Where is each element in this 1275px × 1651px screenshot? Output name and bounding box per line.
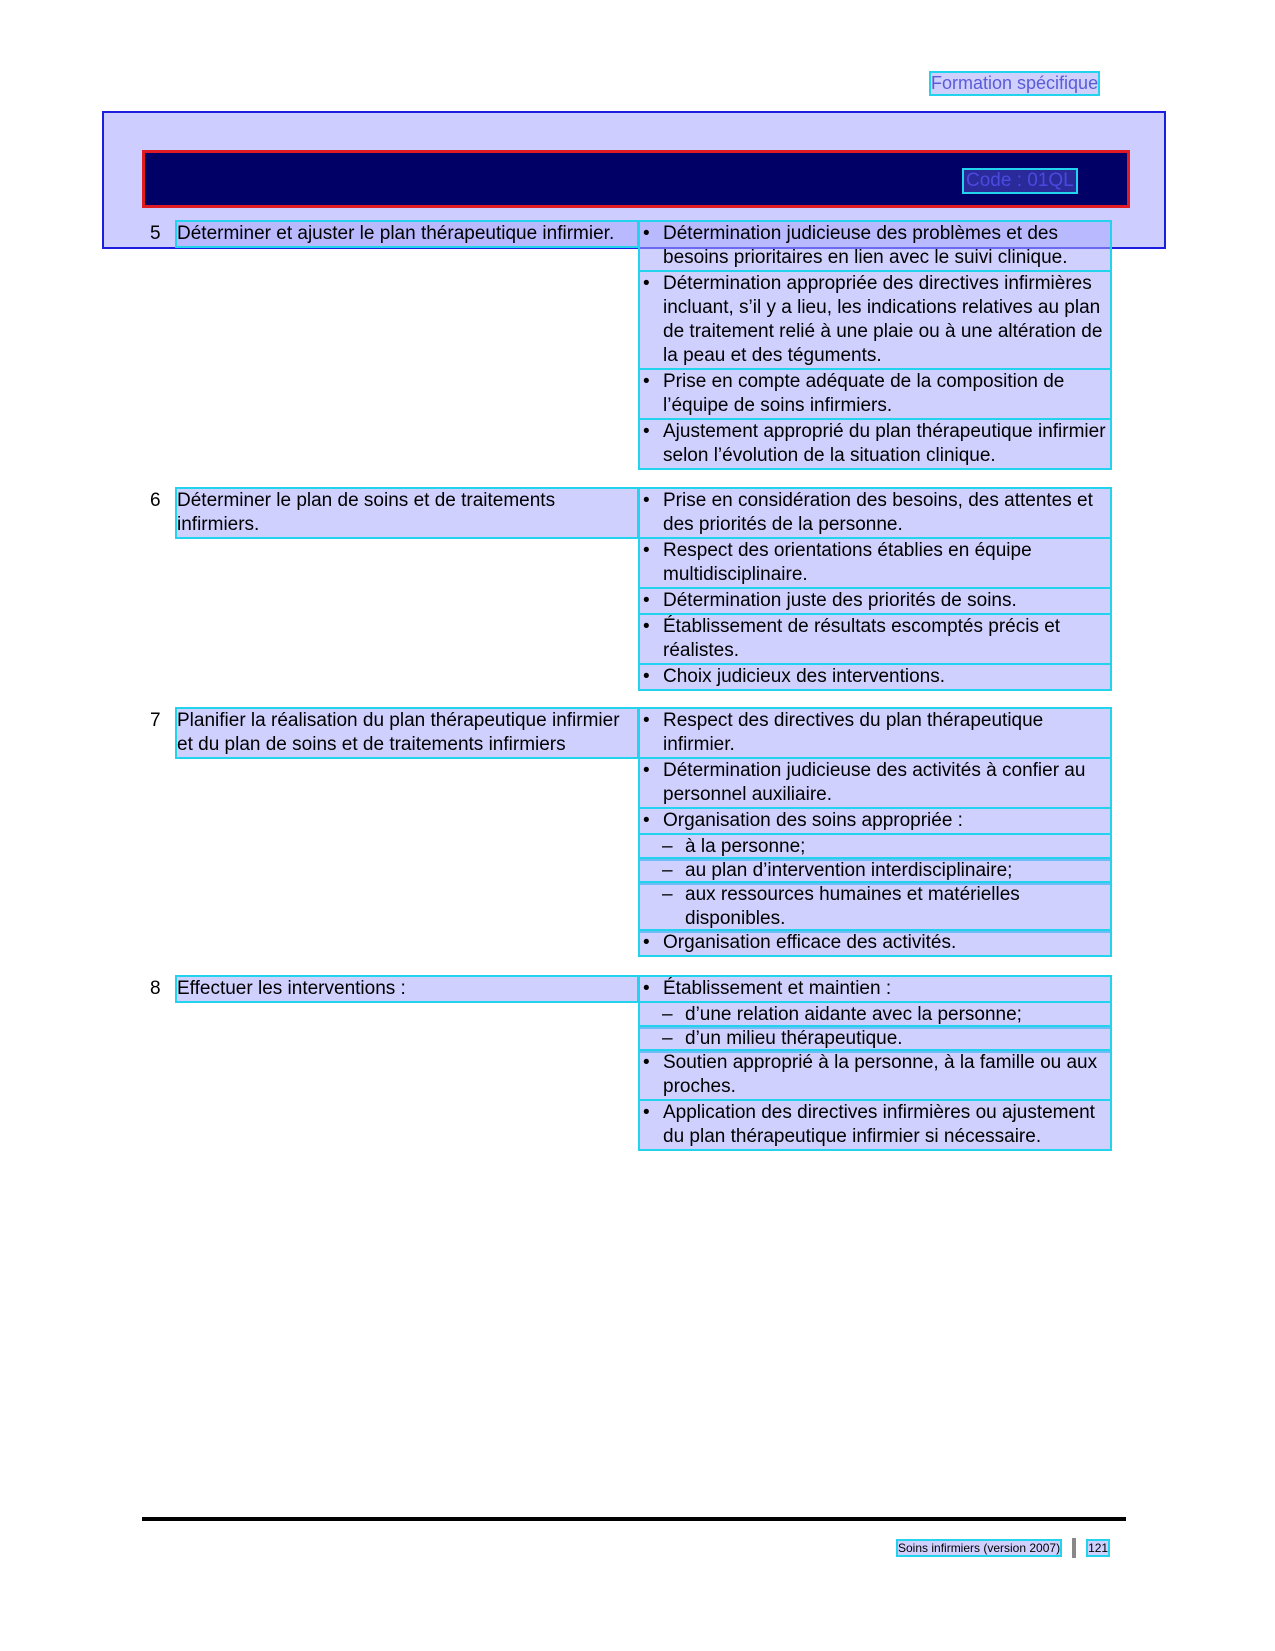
header-section-label: Formation spécifique bbox=[931, 73, 1099, 93]
row-title: Déterminer le plan de soins et de traitements infirmiers. bbox=[177, 489, 637, 537]
criterion-item: • Choix judicieux des interventions. bbox=[640, 665, 1110, 689]
criterion-subitem: – d’un milieu thérapeutique. bbox=[640, 1027, 1110, 1051]
criterion-item: • Prise en considération des besoins, des attentes et des priorités de la personne. bbox=[640, 489, 1110, 537]
row-title: Planifier la réalisation du plan thérapeutique infirmier et du plan de soins et de traitements infirmiers bbox=[177, 709, 637, 757]
row-title: Déterminer et ajuster le plan thérapeutique infirmier. bbox=[177, 222, 637, 246]
criterion-subitem: – d’une relation aidante avec la personne; bbox=[640, 1003, 1110, 1027]
row-number: 7 bbox=[150, 710, 161, 731]
criterion-item: • Organisation efficace des activités. bbox=[640, 931, 1110, 955]
criterion-item: • Respect des orientations établies en équipe multidisciplinaire. bbox=[640, 539, 1110, 587]
criterion-item: • Détermination judicieuse des activités à confier au personnel auxiliaire. bbox=[640, 759, 1110, 807]
row-number: 6 bbox=[150, 490, 161, 511]
criterion-item: • Application des directives infirmières ou ajustement du plan thérapeutique infirmier si nécessaire. bbox=[640, 1101, 1110, 1149]
criterion-item: • Détermination judicieuse des problèmes et des besoins prioritaires en lien avec le suivi clinique. bbox=[640, 222, 1110, 270]
footer-doc-label: Soins infirmiers (version 2007) bbox=[898, 1541, 1061, 1555]
code-label: Code : 01QL bbox=[966, 170, 1074, 191]
row-title: Effectuer les interventions : bbox=[177, 977, 637, 1001]
criteria-list bbox=[640, 222, 1110, 470]
row-number: 5 bbox=[150, 223, 161, 244]
criterion-subitem: – à la personne; bbox=[640, 835, 1110, 859]
criterion-subitem: – aux ressources humaines et matérielles disponibles. bbox=[640, 883, 1110, 931]
criterion-subitem: – au plan d’intervention interdisciplinaire; bbox=[640, 859, 1110, 883]
criteria-list bbox=[640, 977, 1110, 1151]
page-number: 121 bbox=[1088, 1541, 1109, 1555]
criterion-item: • Détermination juste des priorités de soins. bbox=[640, 589, 1110, 613]
footer-rule bbox=[142, 1517, 1126, 1521]
criteria-list bbox=[640, 709, 1110, 957]
criterion-item: • Organisation des soins appropriée : bbox=[640, 809, 1110, 833]
criterion-item: • Prise en compte adéquate de la composition de l’équipe de soins infirmiers. bbox=[640, 370, 1110, 418]
criterion-item: • Respect des directives du plan thérapeutique infirmier. bbox=[640, 709, 1110, 757]
criteria-list bbox=[640, 489, 1110, 691]
criterion-item: • Établissement et maintien : bbox=[640, 977, 1110, 1001]
criterion-item: • Établissement de résultats escomptés précis et réalistes. bbox=[640, 615, 1110, 663]
criterion-item: • Détermination appropriée des directives infirmières incluant, s’il y a lieu, les indications relatives au plan de traitement relié à une plaie ou à une altération de la peau et des téguments. bbox=[640, 272, 1110, 368]
page-footer bbox=[898, 1538, 1108, 1558]
criterion-item: • Ajustement approprié du plan thérapeutique infirmier selon l’évolution de la situation clinique. bbox=[640, 420, 1110, 468]
criterion-item: • Soutien approprié à la personne, à la famille ou aux proches. bbox=[640, 1051, 1110, 1099]
row-number: 8 bbox=[150, 978, 161, 999]
footer-separator bbox=[1072, 1538, 1076, 1558]
